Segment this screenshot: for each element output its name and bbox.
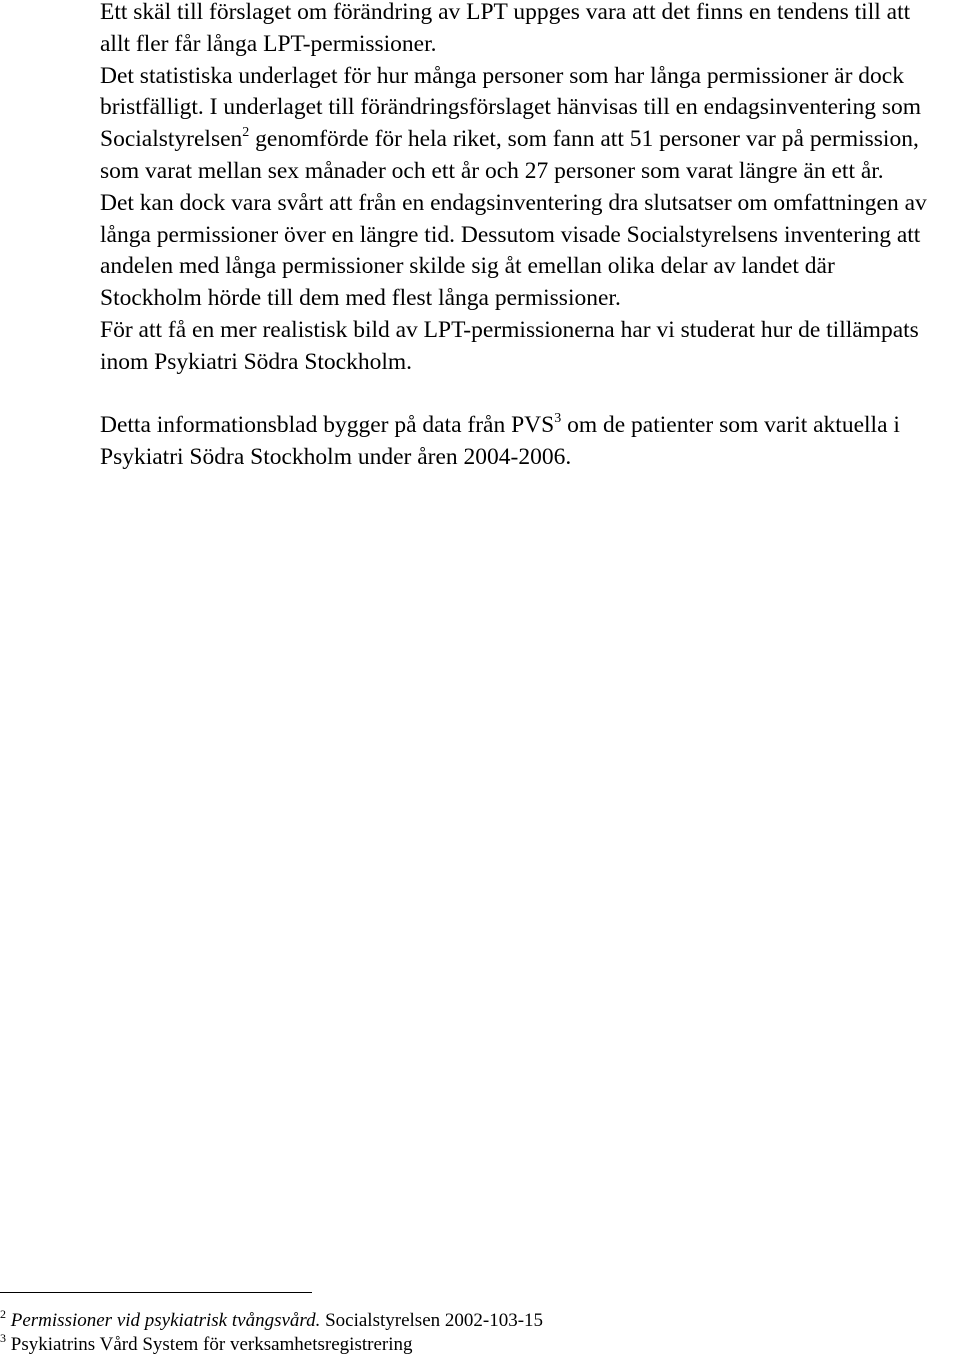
footnote-2-text: Socialstyrelsen 2002-103-15 [320, 1310, 544, 1331]
paragraph-statistics-text-a: Det statistiska underlaget för hur många personer som har långa permissioner är dock bristfälligt. I underlaget till förändringsförslaget hänvisas till en endagsinventering som Socialstyrelsen [100, 62, 921, 153]
footnote-2 [0, 1309, 543, 1333]
footnote-separator [0, 1292, 312, 1293]
paragraph-lpt-reason-text: Ett skäl till förslaget om förändring av LPT uppges vara att det finns en tendens till att allt fler får långa LPT-permissioner. [100, 0, 911, 57]
footnote-3 [0, 1333, 413, 1357]
footnote-3-text: Psykiatrins Vård System för verksamhetsregistrering [6, 1334, 413, 1355]
footnote-3-number: 3 [0, 1331, 6, 1345]
paragraph-data-source-text-b: om de patienter som varit aktuella i Psykiatri Södra Stockholm under åren 2004-2006. [100, 412, 900, 471]
document-body [100, 0, 930, 474]
paragraph-lpt-reason [100, 0, 930, 61]
paragraph-data-source [100, 410, 930, 474]
paragraph-inventory [100, 188, 930, 315]
paragraph-study-text: För att få en mer realistisk bild av LPT-permissionerna har vi studerat hur de tillämpats inom Psykiatri Södra Stockholm. [100, 316, 919, 375]
paragraph-study [100, 315, 930, 379]
footnote-2-title: Permissioner vid psykiatrisk tvångsvård. [10, 1310, 321, 1331]
paragraph-statistics [100, 61, 930, 188]
paragraph-data-source-text-a: Detta informationsblad bygger på data från PVS [100, 412, 555, 439]
paragraph-inventory-text: Det kan dock vara svårt att från en endagsinventering dra slutsatser om omfattningen av långa permissioner över en längre tid. Dessutom visade Socialstyrelsens inventering att andelen med långa permissioner skilde sig åt emellan olika delar av landet där Stockholm hörde till dem med flest långa permissioner. [100, 189, 927, 312]
paragraph-statistics-text-b: genomförde för hela riket, som fann att 51 personer var på permission, som varat mellan sex månader och ett år och 27 personer som varat längre än ett år. [100, 126, 919, 184]
footnote-2-number: 2 [0, 1307, 6, 1321]
footnote-ref-2: 2 [242, 125, 250, 141]
paragraph-spacer [100, 379, 930, 411]
footnote-ref-3: 3 [554, 411, 562, 427]
